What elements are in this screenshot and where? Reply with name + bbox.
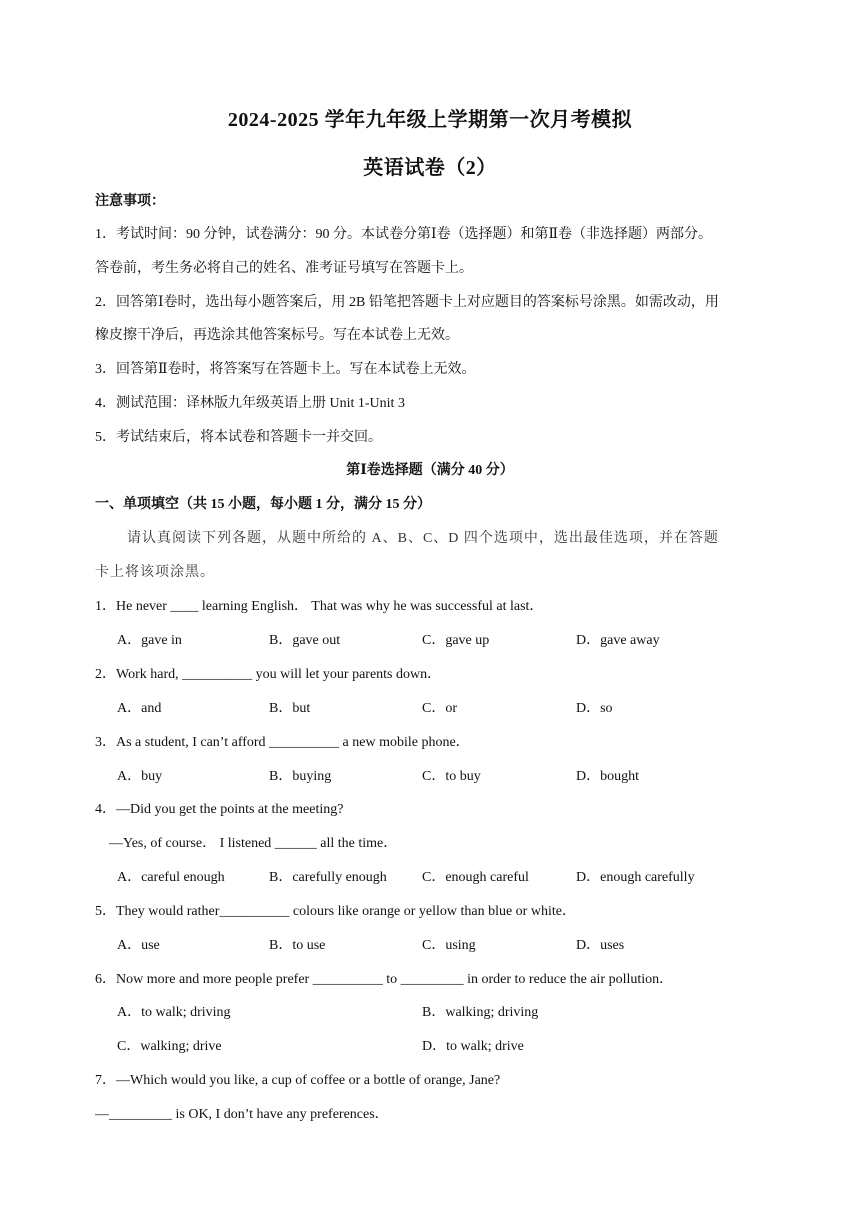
question-3-stem: 3．As a student, I can’t afford __________ a new mobile phone． [95,735,470,750]
question-5-option-b: B．to use [269,938,326,953]
question-5-stem: 5．They would rather__________ colours like orange or yellow than blue or white． [95,904,576,919]
note-2b: 橡皮擦干净后，再选涂其他答案标号。写在本试卷上无效。 [95,328,459,343]
question-1-option-d: D．gave away [576,633,660,648]
part-title: 第Ⅰ卷选择题（满分 40 分） [346,463,514,478]
question-2-option-a: A．and [117,701,162,716]
question-4-stem: 4．—Did you get the points at the meeting? [95,802,344,817]
question-2-stem: 2．Work hard, __________ you will let your parents down． [95,667,442,682]
question-6-stem: 6．Now more and more people prefer __________ to _________ in order to reduce the air pollution． [95,972,674,987]
question-1-stem: 1．He never ____ learning English． That was why he was successful at last． [95,599,544,614]
question-2-option-c: C．or [422,701,457,716]
page-subtitle: 英语试卷（2） [363,157,497,179]
question-4-option-a: A．careful enough [117,870,225,885]
question-5-option-d: D．uses [576,938,625,953]
note-3: 3．回答第Ⅱ卷时，将答案写在答题卡上。写在本试卷上无效。 [95,362,476,377]
question-7-stem-reply: —_________ is OK, I don’t have any preferences． [95,1107,389,1122]
section-heading: 一、单项填空（共 15 小题，每小题 1 分，满分 15 分） [95,497,431,512]
question-6-option-b: B．walking; driving [422,1005,539,1020]
question-3-option-d: D．bought [576,769,639,784]
question-5-option-a: A．use [117,938,160,953]
question-2-option-b: B．but [269,701,311,716]
question-3-option-a: A．buy [117,769,163,784]
instruction-line-1: 请认真阅读下列各题，从题中所给的 A、B、C、D 四个选项中，选出最佳选项，并在答题 [127,531,719,546]
note-1a: 1．考试时间：90 分钟，试卷满分：90 分。本试卷分第Ⅰ卷（选择题）和第Ⅱ卷（非选择题）两部分。 [95,227,713,242]
question-6-option-d: D．to walk; drive [422,1039,524,1054]
question-4-stem-reply: —Yes, of course． I listened ______ all the time． [109,836,398,851]
question-4-option-c: C．enough careful [422,870,529,885]
notes-heading: 注意事项： [95,194,165,209]
page-title: 2024-2025 学年九年级上学期第一次月考模拟 [227,109,633,131]
note-1b: 答卷前，考生务必将自己的姓名、准考证号填写在答题卡上。 [95,261,473,276]
question-3-option-c: C．to buy [422,769,481,784]
question-4-option-d: D．enough carefully [576,870,695,885]
question-1-option-c: C．gave up [422,633,490,648]
question-4-option-b: B．carefully enough [269,870,387,885]
instruction-line-2: 卡上将该项涂黑。 [95,565,215,580]
question-7-stem: 7．—Which would you like, a cup of coffee or a bottle of orange, Jane? [95,1073,501,1088]
question-6-option-a: A．to walk; driving [117,1005,231,1020]
question-5-option-c: C．using [422,938,476,953]
question-1-option-a: A．gave in [117,633,182,648]
question-2-option-d: D．so [576,701,613,716]
note-5: 5．考试结束后，将本试卷和答题卡一并交回。 [95,430,382,445]
question-1-option-b: B．gave out [269,633,341,648]
question-6-option-c: C．walking; drive [117,1039,222,1054]
note-2a: 2．回答第Ⅰ卷时，选出每小题答案后，用 2B 铅笔把答题卡上对应题目的答案标号涂黑。如需改动，用 [95,295,719,310]
question-3-option-b: B．buying [269,769,332,784]
note-4: 4．测试范围：译林版九年级英语上册 Unit 1-Unit 3 [95,396,405,411]
